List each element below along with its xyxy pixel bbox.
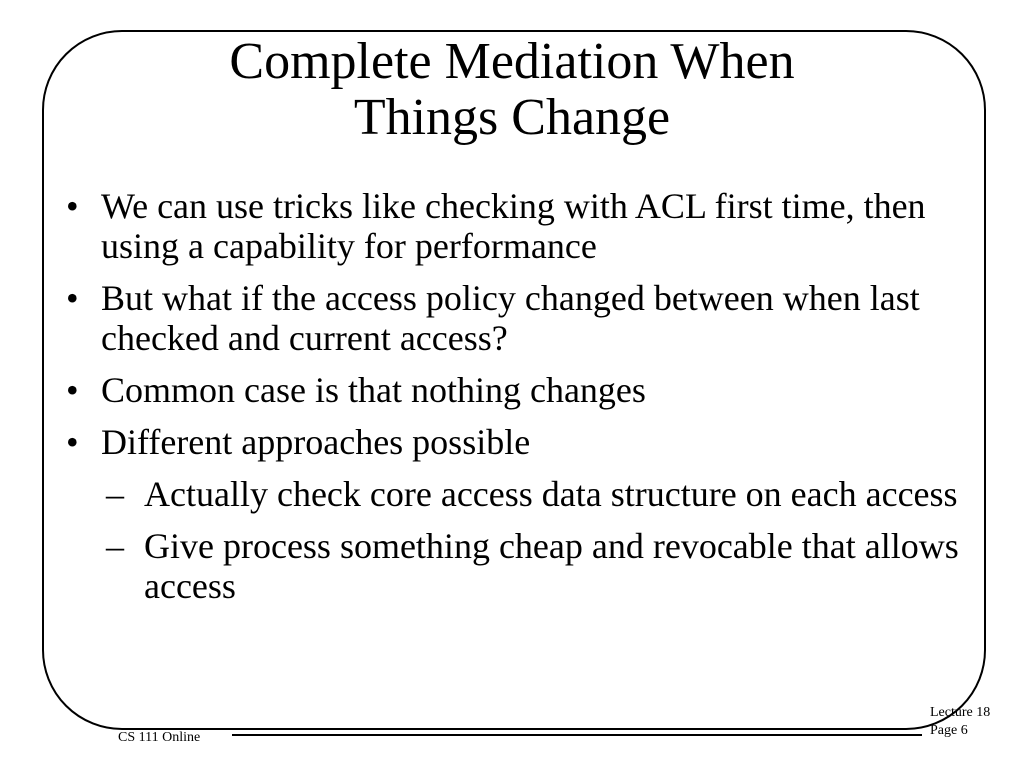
bullet-mark: • (66, 422, 79, 462)
footer-page-info (930, 704, 990, 740)
sub-bullet-item (66, 526, 966, 606)
bullet-item (66, 422, 966, 462)
title-line-1: Complete Mediation When (229, 33, 795, 90)
footer-page: Page 6 (930, 723, 968, 738)
sub-bullet-mark: – (106, 474, 124, 514)
bullet-mark: • (66, 186, 79, 226)
sub-bullet-text: Give process something cheap and revocable that allows access (144, 526, 959, 606)
slide-title (0, 34, 1024, 146)
sub-bullet-item (66, 474, 966, 514)
bullet-item (66, 370, 966, 410)
bullet-text: We can use tricks like checking with ACL first time, then using a capability for performance (101, 186, 926, 266)
sub-bullet-mark: – (106, 526, 124, 566)
bullet-mark: • (66, 370, 79, 410)
sub-bullet-text: Actually check core access data structure on each access (144, 474, 958, 514)
footer-lecture: Lecture 18 (930, 705, 991, 720)
bullet-mark: • (66, 278, 79, 318)
bullet-list (66, 186, 966, 618)
footer-divider (232, 734, 922, 736)
bullet-text: Different approaches possible (101, 422, 531, 462)
bullet-item (66, 186, 966, 266)
bullet-text: Common case is that nothing changes (101, 370, 646, 410)
footer-course: CS 111 Online (118, 730, 201, 745)
bullet-item (66, 278, 966, 358)
title-line-2: Things Change (353, 89, 671, 146)
bullet-text: But what if the access policy changed between when last checked and current access? (101, 278, 920, 358)
